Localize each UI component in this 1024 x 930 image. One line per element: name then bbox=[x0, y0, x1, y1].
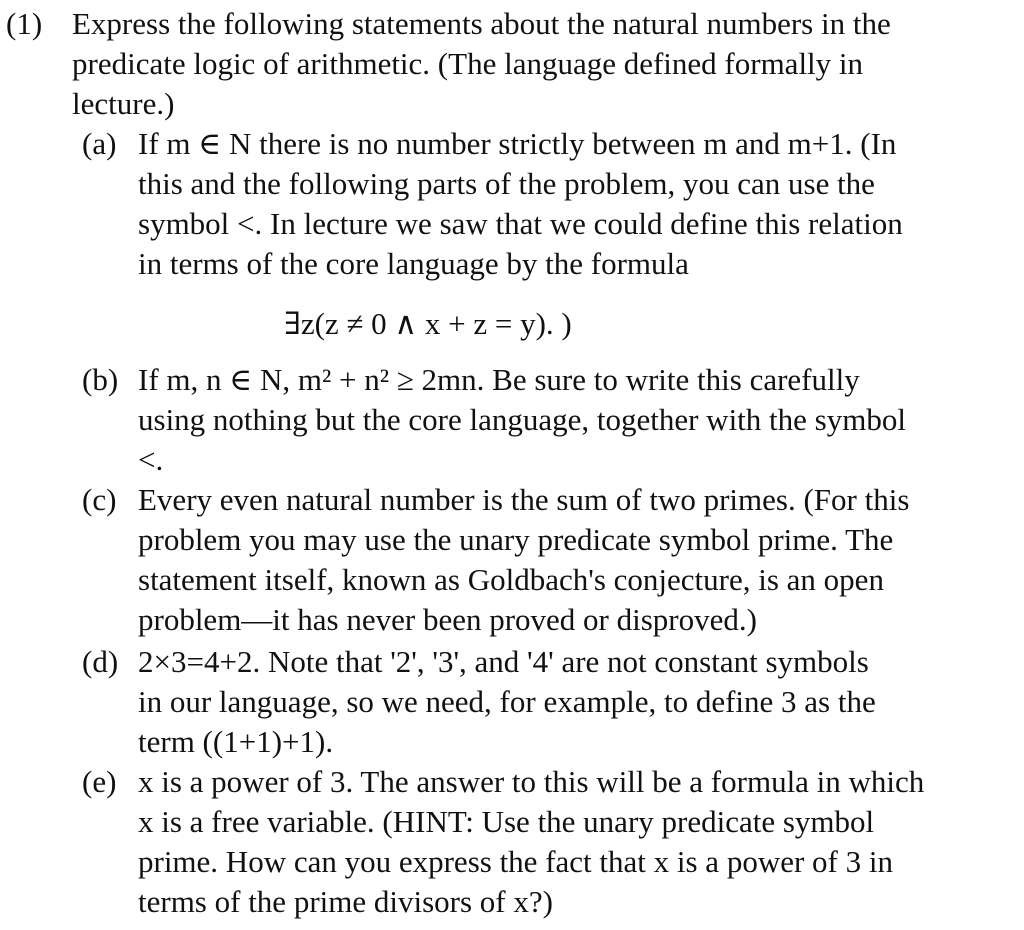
part-d-line-3: term ((1+1)+1). bbox=[138, 724, 334, 759]
part-c-line-1: Every even natural number is the sum of two primes. (For this bbox=[138, 482, 910, 517]
part-d-line-1: 2×3=4+2. Note that '2', '3', and '4' are not constant symbols bbox=[138, 644, 869, 679]
part-a-formula: ∃z(z ≠ 0 ∧ x + z = y). ) bbox=[284, 306, 572, 341]
part-c-label: (c) bbox=[82, 482, 117, 517]
part-a-line-2: this and the following parts of the problem, you can use the bbox=[138, 166, 875, 201]
part-c-line-2: problem you may use the unary predicate symbol prime. The bbox=[138, 522, 894, 557]
part-b-label: (b) bbox=[82, 362, 119, 397]
part-a-label: (a) bbox=[82, 126, 117, 161]
part-a-line-4: in terms of the core language by the formula bbox=[138, 246, 689, 281]
intro-line-2: predicate logic of arithmetic. (The language defined formally in bbox=[72, 46, 864, 81]
part-a-line-1: If m ∈ N there is no number strictly between m and m+1. (In bbox=[138, 126, 897, 161]
intro-line-1: Express the following statements about the natural numbers in the bbox=[72, 6, 891, 41]
part-b-line-2: using nothing but the core language, together with the symbol bbox=[138, 402, 906, 437]
part-e-line-2: x is a free variable. (HINT: Use the unary predicate symbol bbox=[138, 804, 875, 839]
part-d-line-2: in our language, so we need, for example, to define 3 as the bbox=[138, 684, 876, 719]
part-c-line-4: problem—it has never been proved or disproved.) bbox=[138, 602, 757, 637]
part-b-line-3: <. bbox=[138, 442, 164, 477]
part-e-line-3: prime. How can you express the fact that x is a power of 3 in bbox=[138, 844, 893, 879]
intro-line-3: lecture.) bbox=[72, 86, 175, 121]
part-e-line-1: x is a power of 3. The answer to this will be a formula in which bbox=[138, 764, 925, 799]
part-e-label: (e) bbox=[82, 764, 117, 799]
part-b-line-1: If m, n ∈ N, m² + n² ≥ 2mn. Be sure to write this carefully bbox=[138, 362, 860, 397]
part-a-line-3: symbol <. In lecture we saw that we could define this relation bbox=[138, 206, 903, 241]
part-c-line-3: statement itself, known as Goldbach's conjecture, is an open bbox=[138, 562, 884, 597]
part-e-line-4: terms of the prime divisors of x?) bbox=[138, 884, 553, 919]
problem-number: (1) bbox=[6, 6, 43, 41]
part-d-label: (d) bbox=[82, 644, 119, 679]
